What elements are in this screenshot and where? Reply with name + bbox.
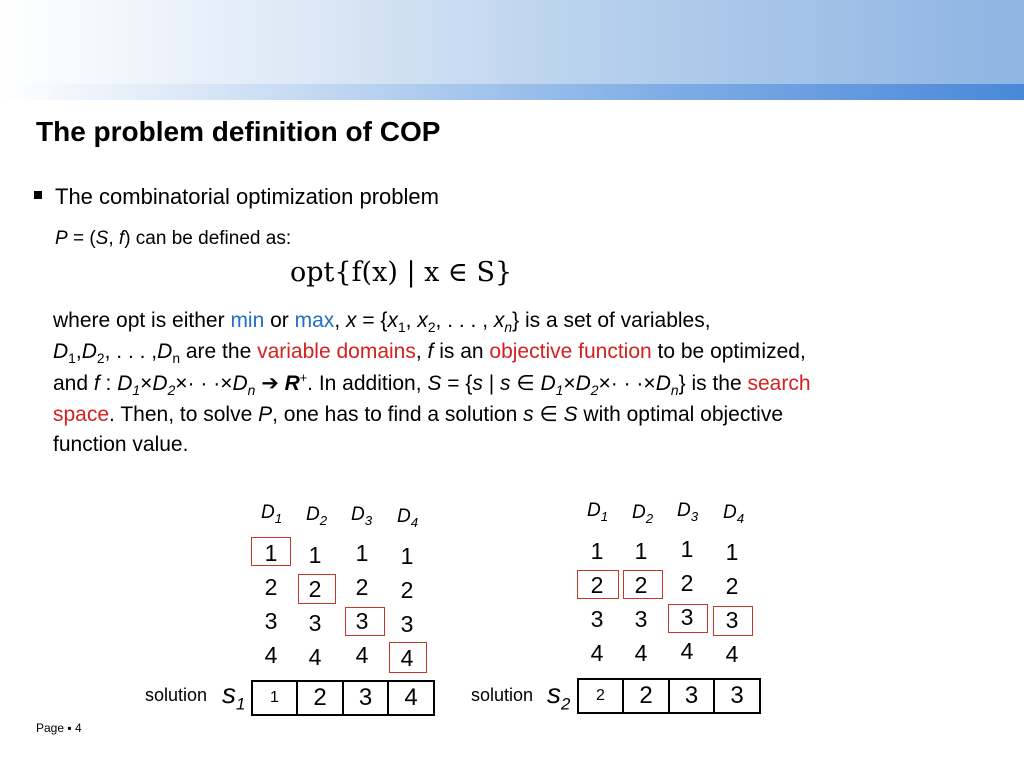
ex1-solution-cell: 2 <box>296 682 342 714</box>
ex2-d4-v4: 4 <box>725 641 739 667</box>
min-text: min <box>230 309 265 332</box>
ex2-d4-v1: 1 <box>725 539 739 565</box>
objective-function-text: objective function <box>489 340 652 363</box>
bullet-square-icon <box>34 191 42 199</box>
ex2-header-d3: $D_3$ <box>677 500 699 524</box>
opt-formula: opt{f(x) | x ∈ S} <box>290 257 513 288</box>
para-line-4: space. Then, to solve P, one has to find a solution s ∈ S with optimal objective <box>53 403 784 426</box>
ex2-d3-v3: 3 <box>680 604 694 630</box>
def-S: S <box>95 228 109 249</box>
ex2-d3-v1: 1 <box>680 536 694 562</box>
slide-title: The problem definition of COP <box>36 116 441 147</box>
ex1-d3-v2: 2 <box>355 574 369 600</box>
ex1-d4-v4: 4 <box>400 645 414 671</box>
ex1-highlight-d2 <box>298 574 336 604</box>
ex1-d1-v4: 4 <box>264 642 278 668</box>
bullet-text: The combinatorial optimization problem <box>55 184 439 209</box>
def-eq: = ( <box>67 228 96 249</box>
ex2-solution-cell: 3 <box>713 680 759 712</box>
ex2-header-d1: $D_1$ <box>587 500 609 524</box>
ex1-solution-label: solution <box>145 685 208 705</box>
ex2-solution-cell: 2 <box>622 680 668 712</box>
ex1-d4-v2: 2 <box>400 577 414 603</box>
ex1-d2-v1: 1 <box>308 542 322 568</box>
ex1-header-d3: $D_3$ <box>351 504 373 528</box>
def-comma: , <box>108 228 119 249</box>
para-line-2: $D_1,D_2$, . . . $,D_n$ are the variable domains, f is an objective function to be optimized, <box>53 340 806 367</box>
ex2-solution-label: solution <box>471 685 534 705</box>
ex1-d3-v4: 4 <box>355 642 369 668</box>
ex1-d4-v1: 1 <box>400 543 414 569</box>
ex1-solution-box <box>251 680 435 716</box>
ex1-highlight-d3 <box>345 607 385 636</box>
ex1-header-d2: $D_2$ <box>306 504 328 528</box>
para-line-5: function value. <box>53 433 189 456</box>
max-text: max <box>294 309 335 332</box>
ex1-header-d1: $D_1$ <box>261 502 283 526</box>
ex1-d1-v2: 2 <box>264 574 278 600</box>
ex2-d1-v2: 2 <box>590 572 604 598</box>
ex1-solution-cell: 4 <box>387 682 433 714</box>
ex1-highlight-d1 <box>251 537 291 566</box>
ex2-highlight-d4 <box>713 606 753 636</box>
ex2-d2-v4: 4 <box>634 640 648 666</box>
ex1-d1-v1: 1 <box>264 540 278 566</box>
ex2-d1-v4: 4 <box>590 640 604 666</box>
ex2-solution-cell: 3 <box>668 680 713 712</box>
space-text: space <box>53 403 110 426</box>
ex2-d2-v1: 1 <box>634 538 648 564</box>
ex2-d1-v1: 1 <box>590 538 604 564</box>
ex1-highlight-d4 <box>389 642 427 673</box>
ex2-d4-v2: 2 <box>725 573 739 599</box>
ex1-d2-v4: 4 <box>308 644 322 670</box>
ex2-header-d4: $D_4$ <box>723 502 745 526</box>
ex1-header-d4: $D_4$ <box>397 506 419 530</box>
page-footer: Page ▪ 4 <box>36 721 82 735</box>
ex1-d2-v2: 2 <box>308 576 322 602</box>
ex1-d3-v3: 3 <box>355 608 369 634</box>
def-f: f <box>118 228 125 249</box>
ex2-highlight-d3 <box>668 604 708 633</box>
definition-line <box>55 228 291 250</box>
ex1-solution-cell: 3 <box>342 682 387 714</box>
ex1-solution-cell: 1 <box>270 689 279 706</box>
ex2-header-d2: $D_2$ <box>632 502 654 526</box>
ex2-d4-v3: 3 <box>725 607 739 633</box>
def-P: P <box>55 228 68 249</box>
ex1-d4-v3: 3 <box>400 611 414 637</box>
header-banner-bar <box>0 84 1024 100</box>
variable-domains-text: variable domains <box>257 340 416 363</box>
ex2-d2-v3: 3 <box>634 606 648 632</box>
ex2-highlight-d1 <box>577 570 619 599</box>
search-text: search <box>747 372 811 395</box>
para-line-3: and f : $D_1\times D_2\times\cdot \cdot \cdot\times D_n$ ➔ R+. In addition, S = {s | s ∈ $D_1\times D_2\times\cdot \cdot \cdot\times D_n$} is the search <box>53 371 811 399</box>
ex2-d3-v2: 2 <box>680 570 694 596</box>
ex2-highlight-d2 <box>623 570 663 599</box>
ex1-d2-v3: 3 <box>308 610 322 636</box>
ex1-d3-v1: 1 <box>355 540 369 566</box>
ex2-solution-box <box>577 678 761 714</box>
ex2-d1-v3: 3 <box>590 606 604 632</box>
ex2-solution-symbol: $s_2$ <box>547 678 571 714</box>
def-rest: ) can be defined as: <box>124 228 292 249</box>
ex2-d3-v4: 4 <box>680 638 694 664</box>
para-line-1: where opt is either min or max, $x = \{x_1$, $x_2$, . . . , $x_n$} is a set of variables, <box>53 309 711 336</box>
ex2-d2-v2: 2 <box>634 572 648 598</box>
ex1-solution-symbol: $s_1$ <box>222 678 246 714</box>
ex1-d1-v3: 3 <box>264 608 278 634</box>
ex2-solution-cell: 2 <box>596 687 605 704</box>
